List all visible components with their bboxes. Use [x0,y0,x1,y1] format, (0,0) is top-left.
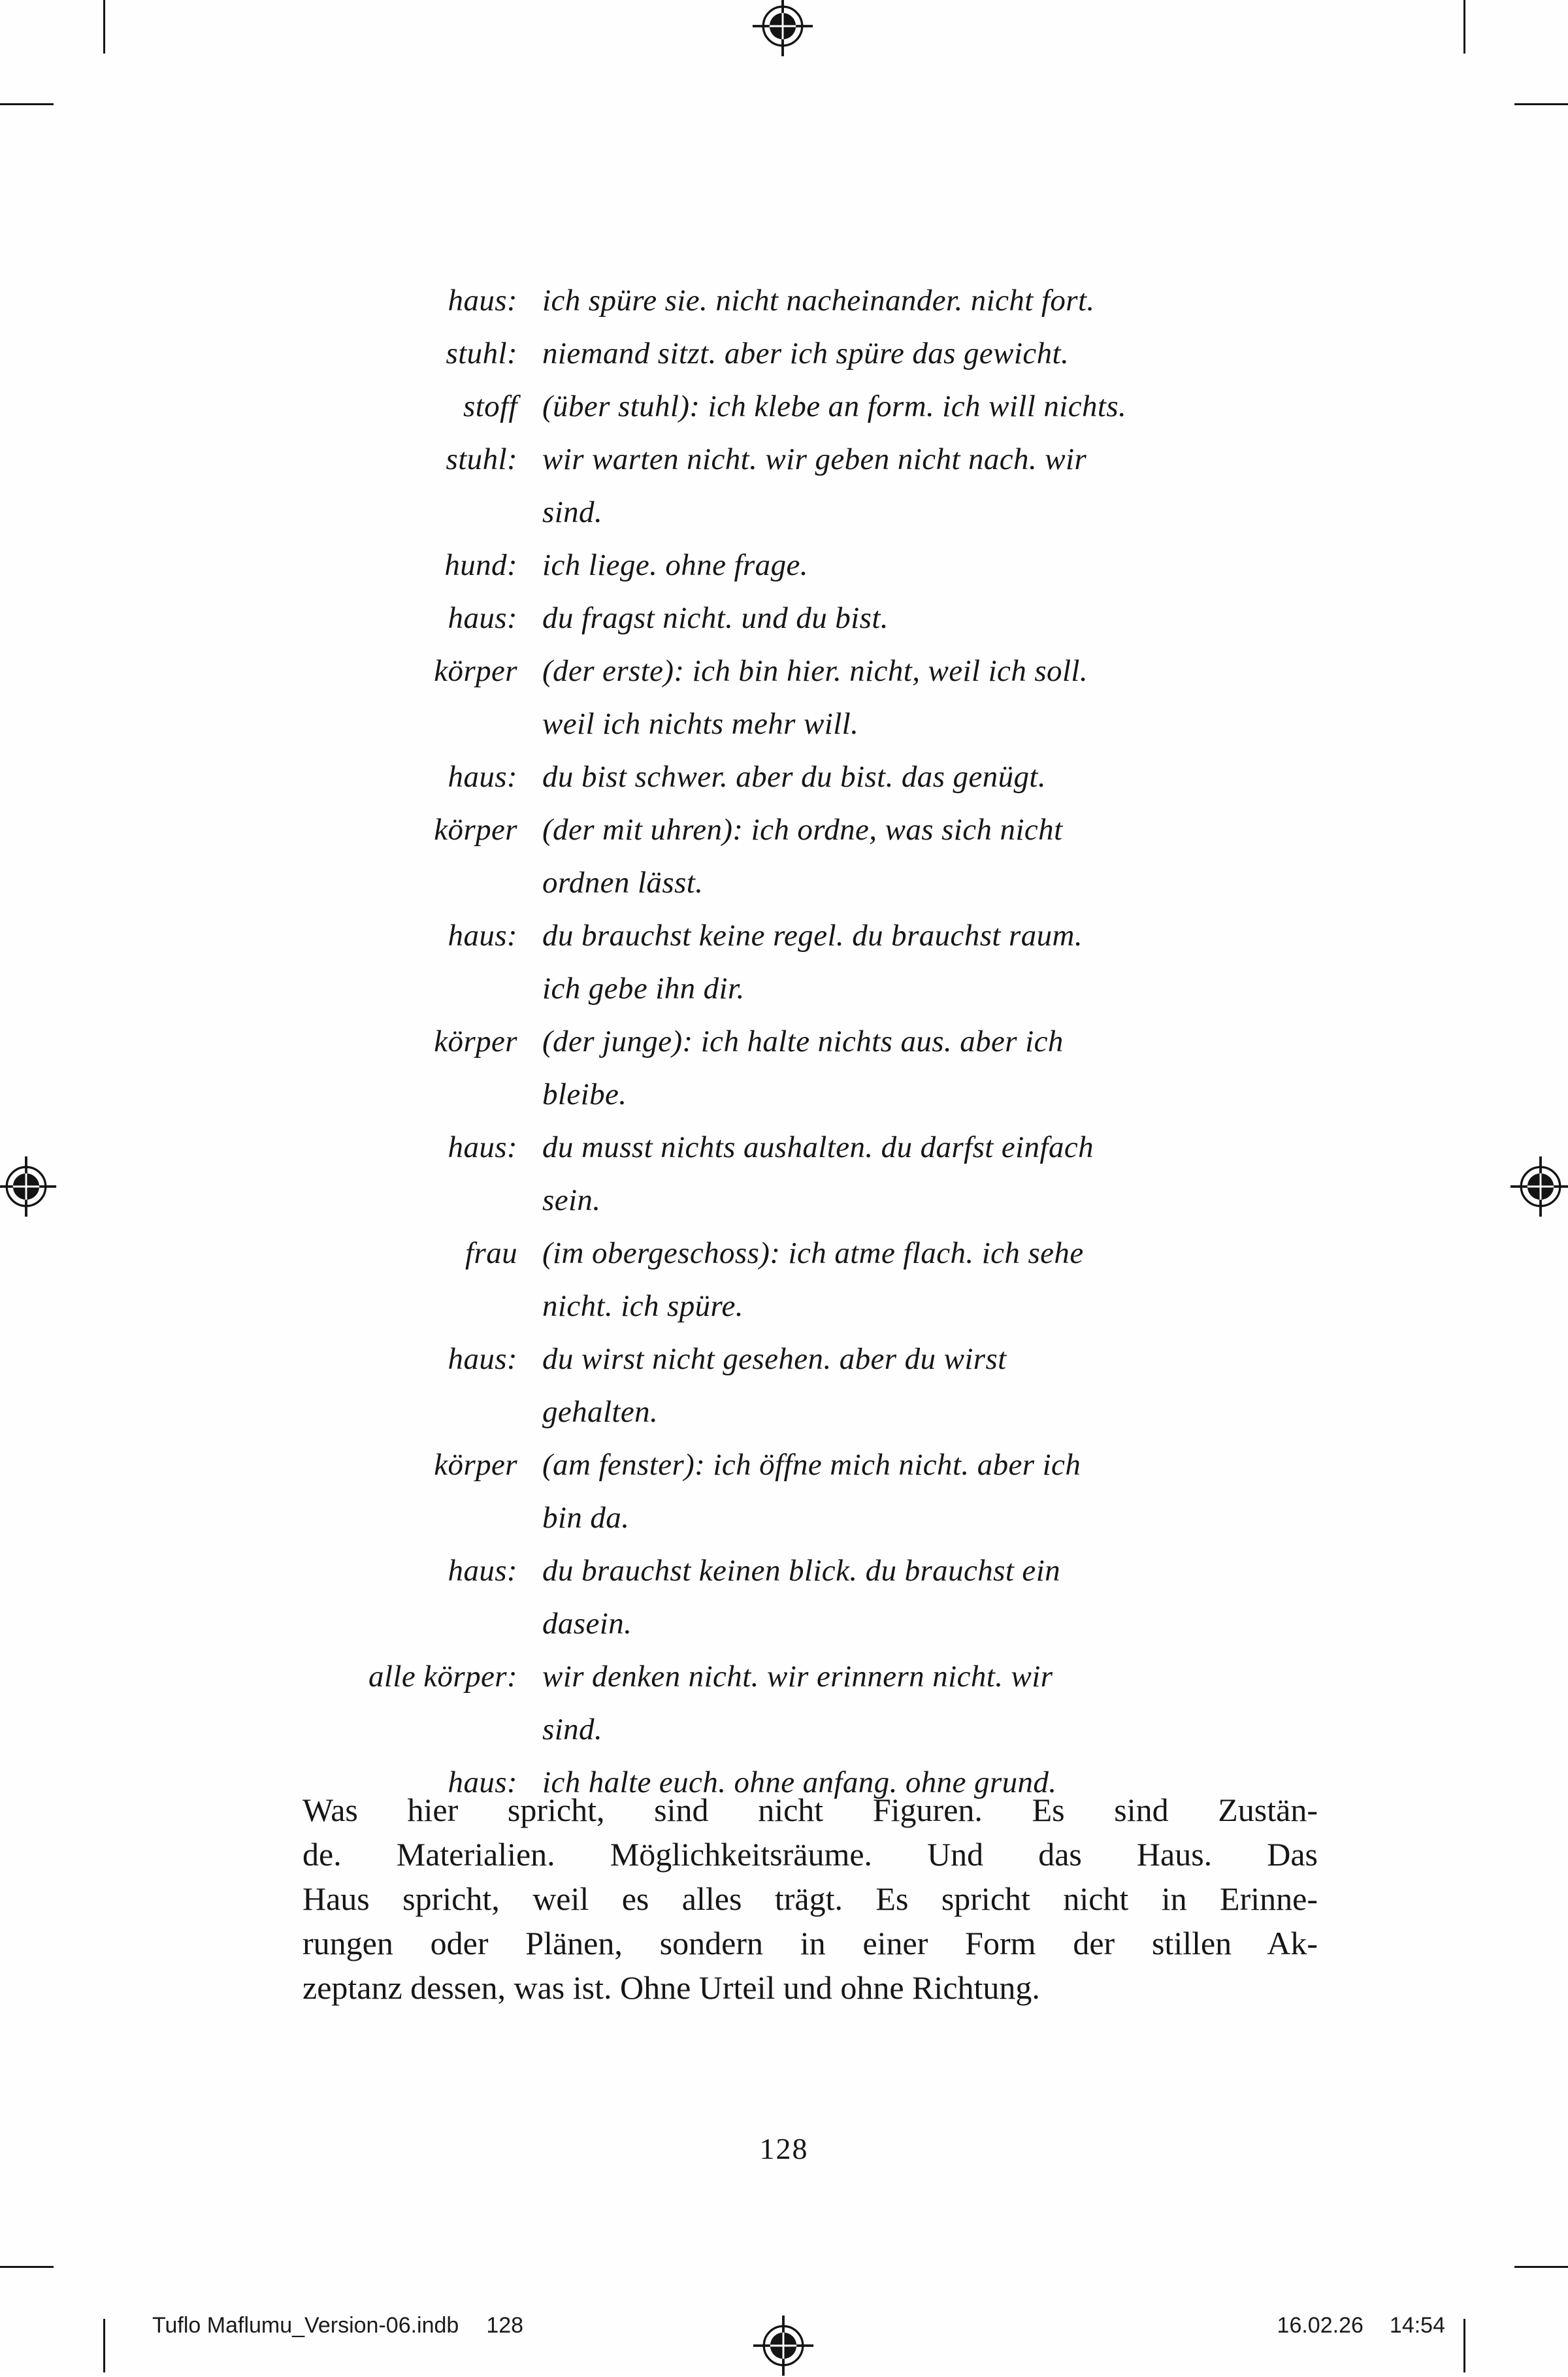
crop-mark-top-right-horizontal [1514,103,1568,105]
paragraph-line: rungen oder Plänen, sondern in einer Form der stillen Ak- [302,1925,1318,1961]
script-row [261,1121,1333,1227]
speaker-dialogue: du musst nichts aushalten. du darfst einfach sein. [542,1130,1094,1217]
speaker-label: haus: [448,284,517,318]
paragraph-line: Haus spricht, weil es alles trägt. Es spricht nicht in Erinne- [302,1880,1318,1917]
speaker-dialogue: du wirst nicht gesehen. aber du wirst gehalten. [542,1342,1007,1429]
speaker-dialogue: niemand sitzt. aber ich spüre das gewicht. [542,336,1070,370]
speaker-label: haus: [448,1342,517,1376]
script-row [261,804,1333,910]
crop-mark-bottom-left-horizontal [0,2266,54,2268]
registration-mark-icon [0,1155,57,1218]
speaker-dialogue: du brauchst keinen blick. du brauchst ein dasein. [542,1554,1061,1641]
speaker-dialogue: (der mit uhren): ich ordne, was sich nicht ordnen lässt. [542,813,1063,900]
speaker-label: frau [465,1236,517,1270]
paragraph-line: de. Materialien. Möglichkeitsräume. Und das Haus. Das [302,1836,1318,1873]
speaker-dialogue: ich halte euch. ohne anfang. ohne grund. [542,1765,1057,1799]
registration-mark-icon [752,2314,815,2377]
speaker-label: haus: [448,919,517,953]
script-row [261,433,1333,539]
speaker-dialogue: (der erste): ich bin hier. nicht, weil ich soll. weil ich nichts mehr will. [542,654,1088,741]
speaker-dialogue: wir warten nicht. wir geben nicht nach. wir sind. [542,442,1087,529]
script-row [261,539,1333,592]
footer-page-ref: 128 [486,2313,524,2338]
script-row [261,1439,1333,1545]
speaker-dialogue: (über stuhl): ich klebe an form. ich will nichts. [542,389,1127,423]
speaker-label: haus: [448,1130,517,1164]
script-row [261,910,1333,1015]
speaker-label: haus: [448,760,517,794]
speaker-label: körper [434,654,517,688]
speaker-label: stuhl: [446,442,517,476]
speaker-label: stoff [463,389,517,423]
paragraph-line: Was hier spricht, sind nicht Figuren. Es sind Zustän- [302,1792,1318,1828]
script-row [261,1227,1333,1333]
speaker-label: hund: [444,548,517,582]
crop-mark-bottom-left-vertical [103,2319,105,2372]
crop-mark-top-right-vertical [1463,0,1465,54]
script-row [261,645,1333,751]
script-row [261,751,1333,804]
crop-mark-top-left-vertical [103,0,105,54]
footer-time: 14:54 [1389,2313,1445,2338]
crop-mark-bottom-right-vertical [1463,2319,1465,2372]
registration-mark-icon [751,0,814,57]
speaker-label: körper [434,1448,517,1482]
speaker-label: körper [434,1025,517,1058]
speaker-label: haus: [448,601,517,635]
script-row [261,592,1333,645]
speaker-label: alle körper: [368,1660,517,1694]
footer-timestamp [1277,2313,1445,2338]
script-row [261,1650,1333,1756]
speaker-label: stuhl: [446,336,517,370]
speaker-dialogue: du fragst nicht. und du bist. [542,601,889,635]
speaker-dialogue: du brauchst keine regel. du brauchst raum. ich gebe ihn dir. [542,919,1083,1006]
footer-file-info [152,2313,523,2338]
crop-mark-bottom-right-horizontal [1514,2266,1568,2268]
speaker-dialogue: ich liege. ohne frage. [542,548,808,582]
paragraph-line: zeptanz dessen, was ist. Ohne Urteil und ohne Richtung. [302,1969,1040,2006]
registration-mark-icon [1509,1155,1568,1218]
script-row [261,380,1333,433]
speaker-dialogue: ich spüre sie. nicht nacheinander. nicht fort. [542,284,1095,318]
speaker-dialogue: (im obergeschoss): ich atme flach. ich sehe nicht. ich spüre. [542,1236,1084,1323]
speaker-dialogue: du bist schwer. aber du bist. das genügt. [542,760,1047,794]
speaker-dialogue: wir denken nicht. wir erinnern nicht. wir sind. [542,1660,1053,1746]
script-row [261,274,1333,327]
footer-filename: Tuflo Maflumu_Version-06.indb [152,2313,459,2338]
prose-paragraph [302,1788,1318,2010]
script-row [261,327,1333,380]
page-number: 128 [759,2132,809,2165]
dialogue-script [261,274,1333,1809]
script-row [261,1333,1333,1439]
script-row [261,1015,1333,1121]
footer-date: 16.02.26 [1277,2313,1364,2338]
speaker-label: körper [434,813,517,847]
speaker-dialogue: (am fenster): ich öffne mich nicht. aber ich bin da. [542,1448,1081,1535]
crop-mark-top-left-horizontal [0,103,54,105]
speaker-dialogue: (der junge): ich halte nichts aus. aber ich bleibe. [542,1025,1064,1111]
speaker-label: haus: [448,1554,517,1588]
script-row [261,1545,1333,1650]
speaker-label: haus: [448,1765,517,1799]
